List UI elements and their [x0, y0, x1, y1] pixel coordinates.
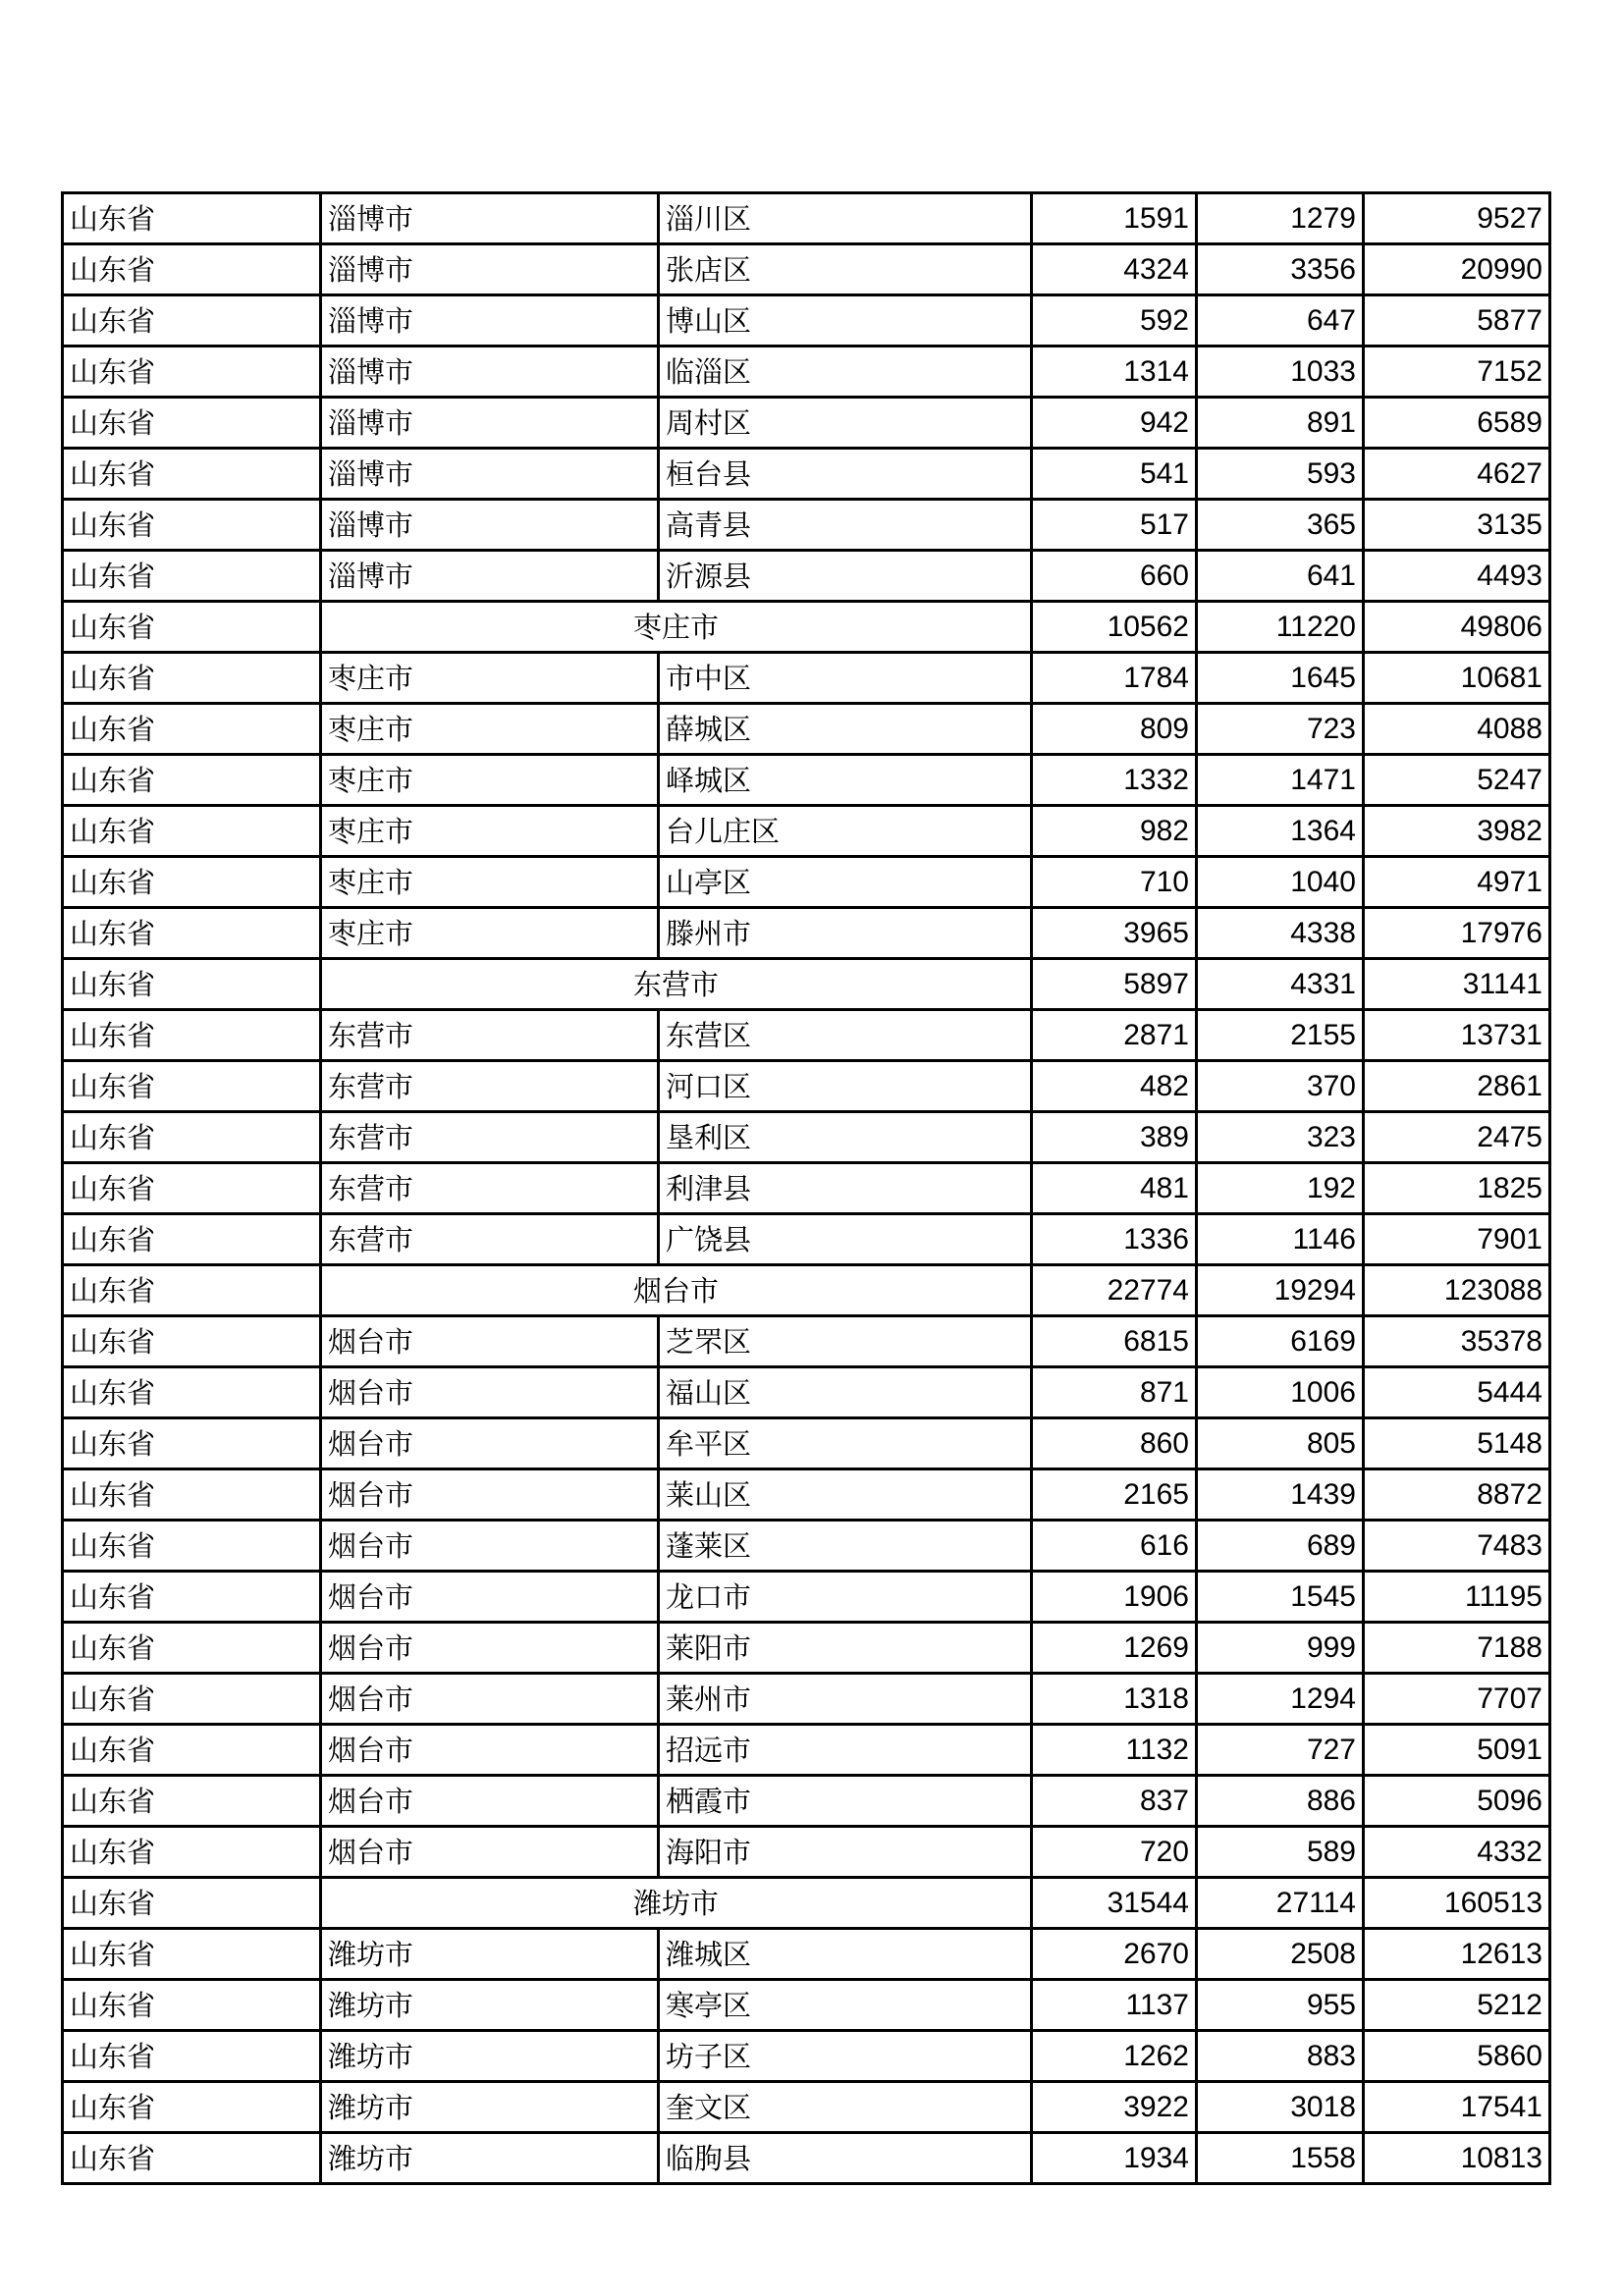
district-cell: 福山区	[659, 1367, 1032, 1418]
value-3-cell: 4971	[1364, 857, 1550, 908]
district-cell: 东营区	[659, 1010, 1032, 1061]
value-3-cell: 31141	[1364, 959, 1550, 1010]
province-cell: 山东省	[63, 1316, 321, 1367]
value-3-cell: 49806	[1364, 602, 1550, 653]
city-cell: 淄博市	[321, 500, 659, 551]
value-1-cell: 6815	[1032, 1316, 1197, 1367]
value-1-cell: 1262	[1032, 2031, 1197, 2082]
province-cell: 山东省	[63, 857, 321, 908]
district-cell: 桓台县	[659, 449, 1032, 500]
table-row	[63, 2031, 1550, 2082]
district-cell: 临朐县	[659, 2133, 1032, 2184]
city-cell: 枣庄市	[321, 806, 659, 857]
district-cell: 台儿庄区	[659, 806, 1032, 857]
value-3-cell: 1825	[1364, 1163, 1550, 1214]
value-2-cell: 323	[1197, 1112, 1364, 1163]
value-1-cell: 482	[1032, 1061, 1197, 1112]
table-row	[63, 1112, 1550, 1163]
value-1-cell: 1137	[1032, 1980, 1197, 2031]
value-3-cell: 3135	[1364, 500, 1550, 551]
city-cell: 烟台市	[321, 1316, 659, 1367]
value-1-cell: 22774	[1032, 1265, 1197, 1316]
province-cell: 山东省	[63, 1623, 321, 1674]
province-cell: 山东省	[63, 1521, 321, 1572]
table-body	[63, 193, 1550, 2184]
value-1-cell: 3965	[1032, 908, 1197, 959]
province-cell: 山东省	[63, 193, 321, 244]
value-2-cell: 11220	[1197, 602, 1364, 653]
value-1-cell: 1314	[1032, 347, 1197, 398]
table-row	[63, 347, 1550, 398]
district-cell: 海阳市	[659, 1827, 1032, 1878]
value-1-cell: 1784	[1032, 653, 1197, 704]
table-row	[63, 1980, 1550, 2031]
value-1-cell: 10562	[1032, 602, 1197, 653]
value-2-cell: 689	[1197, 1521, 1364, 1572]
value-1-cell: 2871	[1032, 1010, 1197, 1061]
value-1-cell: 1591	[1032, 193, 1197, 244]
city-cell: 烟台市	[321, 1521, 659, 1572]
value-2-cell: 3018	[1197, 2082, 1364, 2133]
value-3-cell: 9527	[1364, 193, 1550, 244]
value-3-cell: 123088	[1364, 1265, 1550, 1316]
table-row	[63, 1316, 1550, 1367]
city-cell: 烟台市	[321, 1725, 659, 1776]
city-merged-cell: 烟台市	[321, 1265, 1032, 1316]
city-cell: 烟台市	[321, 1572, 659, 1623]
district-cell: 沂源县	[659, 551, 1032, 602]
value-2-cell: 4331	[1197, 959, 1364, 1010]
value-2-cell: 883	[1197, 2031, 1364, 2082]
value-1-cell: 541	[1032, 449, 1197, 500]
province-cell: 山东省	[63, 1061, 321, 1112]
value-1-cell: 592	[1032, 295, 1197, 347]
value-2-cell: 999	[1197, 1623, 1364, 1674]
district-cell: 牟平区	[659, 1418, 1032, 1469]
value-2-cell: 1033	[1197, 347, 1364, 398]
province-cell: 山东省	[63, 347, 321, 398]
city-cell: 东营市	[321, 1214, 659, 1265]
district-cell: 莱阳市	[659, 1623, 1032, 1674]
value-2-cell: 4338	[1197, 908, 1364, 959]
district-cell: 垦利区	[659, 1112, 1032, 1163]
value-3-cell: 10813	[1364, 2133, 1550, 2184]
table-row	[63, 295, 1550, 347]
value-2-cell: 589	[1197, 1827, 1364, 1878]
table-row	[63, 1469, 1550, 1521]
value-1-cell: 1906	[1032, 1572, 1197, 1623]
value-3-cell: 4627	[1364, 449, 1550, 500]
value-3-cell: 11195	[1364, 1572, 1550, 1623]
table-row	[63, 551, 1550, 602]
province-cell: 山东省	[63, 500, 321, 551]
value-1-cell: 982	[1032, 806, 1197, 857]
city-cell: 东营市	[321, 1010, 659, 1061]
city-cell: 潍坊市	[321, 1980, 659, 2031]
province-cell: 山东省	[63, 653, 321, 704]
value-3-cell: 6589	[1364, 398, 1550, 449]
value-1-cell: 1332	[1032, 755, 1197, 806]
table-row	[63, 653, 1550, 704]
value-2-cell: 723	[1197, 704, 1364, 755]
value-1-cell: 517	[1032, 500, 1197, 551]
city-subtotal-row	[63, 959, 1550, 1010]
value-2-cell: 1545	[1197, 1572, 1364, 1623]
value-1-cell: 4324	[1032, 244, 1197, 295]
district-cell: 峄城区	[659, 755, 1032, 806]
city-cell: 东营市	[321, 1112, 659, 1163]
value-1-cell: 481	[1032, 1163, 1197, 1214]
district-cell: 芝罘区	[659, 1316, 1032, 1367]
value-3-cell: 4493	[1364, 551, 1550, 602]
value-1-cell: 1336	[1032, 1214, 1197, 1265]
city-cell: 淄博市	[321, 193, 659, 244]
value-3-cell: 5096	[1364, 1776, 1550, 1827]
value-2-cell: 1364	[1197, 806, 1364, 857]
table-row	[63, 398, 1550, 449]
province-cell: 山东省	[63, 806, 321, 857]
city-cell: 烟台市	[321, 1827, 659, 1878]
table-row	[63, 1214, 1550, 1265]
city-cell: 烟台市	[321, 1623, 659, 1674]
value-3-cell: 5860	[1364, 2031, 1550, 2082]
province-cell: 山东省	[63, 2031, 321, 2082]
district-cell: 高青县	[659, 500, 1032, 551]
value-2-cell: 1558	[1197, 2133, 1364, 2184]
value-2-cell: 2155	[1197, 1010, 1364, 1061]
province-cell: 山东省	[63, 1776, 321, 1827]
value-3-cell: 5877	[1364, 295, 1550, 347]
value-2-cell: 727	[1197, 1725, 1364, 1776]
district-cell: 招远市	[659, 1725, 1032, 1776]
value-3-cell: 5444	[1364, 1367, 1550, 1418]
value-2-cell: 1279	[1197, 193, 1364, 244]
city-cell: 潍坊市	[321, 2031, 659, 2082]
value-2-cell: 1146	[1197, 1214, 1364, 1265]
province-cell: 山东省	[63, 1929, 321, 1980]
value-3-cell: 17541	[1364, 2082, 1550, 2133]
province-cell: 山东省	[63, 1418, 321, 1469]
value-3-cell: 12613	[1364, 1929, 1550, 1980]
table-row	[63, 1623, 1550, 1674]
district-cell: 莱州市	[659, 1674, 1032, 1725]
district-cell: 张店区	[659, 244, 1032, 295]
city-cell: 枣庄市	[321, 653, 659, 704]
city-cell: 潍坊市	[321, 2082, 659, 2133]
table-row	[63, 193, 1550, 244]
table-row	[63, 1163, 1550, 1214]
province-cell: 山东省	[63, 2133, 321, 2184]
city-cell: 淄博市	[321, 244, 659, 295]
value-3-cell: 2475	[1364, 1112, 1550, 1163]
province-cell: 山东省	[63, 1725, 321, 1776]
table-row	[63, 2082, 1550, 2133]
value-2-cell: 365	[1197, 500, 1364, 551]
table-row	[63, 449, 1550, 500]
province-cell: 山东省	[63, 1980, 321, 2031]
value-3-cell: 7483	[1364, 1521, 1550, 1572]
value-1-cell: 3922	[1032, 2082, 1197, 2133]
district-cell: 坊子区	[659, 2031, 1032, 2082]
value-1-cell: 616	[1032, 1521, 1197, 1572]
district-cell: 山亭区	[659, 857, 1032, 908]
district-cell: 临淄区	[659, 347, 1032, 398]
district-cell: 利津县	[659, 1163, 1032, 1214]
value-2-cell: 805	[1197, 1418, 1364, 1469]
province-cell: 山东省	[63, 244, 321, 295]
table-row	[63, 1010, 1550, 1061]
value-2-cell: 1040	[1197, 857, 1364, 908]
value-2-cell: 1294	[1197, 1674, 1364, 1725]
value-3-cell: 7188	[1364, 1623, 1550, 1674]
value-1-cell: 1132	[1032, 1725, 1197, 1776]
province-cell: 山东省	[63, 959, 321, 1010]
city-subtotal-row	[63, 602, 1550, 653]
city-cell: 枣庄市	[321, 755, 659, 806]
value-2-cell: 370	[1197, 1061, 1364, 1112]
table-row	[63, 1418, 1550, 1469]
value-2-cell: 1471	[1197, 755, 1364, 806]
value-3-cell: 4332	[1364, 1827, 1550, 1878]
table-row	[63, 1776, 1550, 1827]
value-3-cell: 160513	[1364, 1878, 1550, 1929]
table-row	[63, 1061, 1550, 1112]
district-cell: 寒亭区	[659, 1980, 1032, 2031]
province-cell: 山东省	[63, 908, 321, 959]
province-cell: 山东省	[63, 1010, 321, 1061]
value-3-cell: 5212	[1364, 1980, 1550, 2031]
city-cell: 烟台市	[321, 1776, 659, 1827]
district-cell: 龙口市	[659, 1572, 1032, 1623]
district-cell: 市中区	[659, 653, 1032, 704]
value-1-cell: 837	[1032, 1776, 1197, 1827]
city-cell: 东营市	[321, 1061, 659, 1112]
district-cell: 河口区	[659, 1061, 1032, 1112]
city-cell: 淄博市	[321, 295, 659, 347]
value-2-cell: 192	[1197, 1163, 1364, 1214]
value-3-cell: 13731	[1364, 1010, 1550, 1061]
value-3-cell: 4088	[1364, 704, 1550, 755]
value-3-cell: 2861	[1364, 1061, 1550, 1112]
value-2-cell: 27114	[1197, 1878, 1364, 1929]
province-cell: 山东省	[63, 1163, 321, 1214]
value-2-cell: 955	[1197, 1980, 1364, 2031]
value-1-cell: 1318	[1032, 1674, 1197, 1725]
city-cell: 烟台市	[321, 1367, 659, 1418]
city-cell: 枣庄市	[321, 857, 659, 908]
province-cell: 山东省	[63, 449, 321, 500]
city-cell: 枣庄市	[321, 908, 659, 959]
table-row	[63, 755, 1550, 806]
province-cell: 山东省	[63, 602, 321, 653]
city-cell: 潍坊市	[321, 2133, 659, 2184]
city-cell: 东营市	[321, 1163, 659, 1214]
city-subtotal-row	[63, 1878, 1550, 1929]
city-cell: 淄博市	[321, 398, 659, 449]
table-row	[63, 908, 1550, 959]
value-1-cell: 2165	[1032, 1469, 1197, 1521]
table-row	[63, 2133, 1550, 2184]
city-cell: 淄博市	[321, 449, 659, 500]
province-cell: 山东省	[63, 1112, 321, 1163]
value-2-cell: 2508	[1197, 1929, 1364, 1980]
table-row	[63, 1367, 1550, 1418]
province-cell: 山东省	[63, 398, 321, 449]
district-cell: 栖霞市	[659, 1776, 1032, 1827]
district-cell: 薛城区	[659, 704, 1032, 755]
table-row	[63, 1521, 1550, 1572]
value-2-cell: 6169	[1197, 1316, 1364, 1367]
table-row	[63, 1725, 1550, 1776]
value-1-cell: 871	[1032, 1367, 1197, 1418]
value-1-cell: 710	[1032, 857, 1197, 908]
table-row	[63, 500, 1550, 551]
value-1-cell: 1934	[1032, 2133, 1197, 2184]
province-cell: 山东省	[63, 1878, 321, 1929]
value-1-cell: 720	[1032, 1827, 1197, 1878]
value-3-cell: 7901	[1364, 1214, 1550, 1265]
value-2-cell: 19294	[1197, 1265, 1364, 1316]
district-cell: 博山区	[659, 295, 1032, 347]
table-row	[63, 704, 1550, 755]
value-3-cell: 17976	[1364, 908, 1550, 959]
value-1-cell: 2670	[1032, 1929, 1197, 1980]
district-cell: 蓬莱区	[659, 1521, 1032, 1572]
province-cell: 山东省	[63, 551, 321, 602]
city-cell: 烟台市	[321, 1469, 659, 1521]
value-3-cell: 5148	[1364, 1418, 1550, 1469]
value-3-cell: 20990	[1364, 244, 1550, 295]
city-cell: 淄博市	[321, 551, 659, 602]
value-1-cell: 1269	[1032, 1623, 1197, 1674]
value-3-cell: 10681	[1364, 653, 1550, 704]
city-cell: 淄博市	[321, 347, 659, 398]
city-cell: 烟台市	[321, 1674, 659, 1725]
table-row	[63, 1827, 1550, 1878]
city-cell: 潍坊市	[321, 1929, 659, 1980]
statistics-table	[61, 191, 1551, 2185]
city-cell: 烟台市	[321, 1418, 659, 1469]
value-2-cell: 891	[1197, 398, 1364, 449]
table-row	[63, 244, 1550, 295]
province-cell: 山东省	[63, 1214, 321, 1265]
district-cell: 莱山区	[659, 1469, 1032, 1521]
value-1-cell: 389	[1032, 1112, 1197, 1163]
value-1-cell: 660	[1032, 551, 1197, 602]
city-merged-cell: 东营市	[321, 959, 1032, 1010]
value-2-cell: 593	[1197, 449, 1364, 500]
province-cell: 山东省	[63, 1265, 321, 1316]
value-2-cell: 647	[1197, 295, 1364, 347]
value-2-cell: 886	[1197, 1776, 1364, 1827]
city-cell: 枣庄市	[321, 704, 659, 755]
value-3-cell: 5247	[1364, 755, 1550, 806]
value-3-cell: 7152	[1364, 347, 1550, 398]
table-row	[63, 1674, 1550, 1725]
province-cell: 山东省	[63, 1572, 321, 1623]
value-1-cell: 31544	[1032, 1878, 1197, 1929]
table-row	[63, 1572, 1550, 1623]
value-2-cell: 641	[1197, 551, 1364, 602]
province-cell: 山东省	[63, 2082, 321, 2133]
value-2-cell: 3356	[1197, 244, 1364, 295]
district-cell: 淄川区	[659, 193, 1032, 244]
province-cell: 山东省	[63, 1367, 321, 1418]
city-merged-cell: 潍坊市	[321, 1878, 1032, 1929]
province-cell: 山东省	[63, 1674, 321, 1725]
value-1-cell: 860	[1032, 1418, 1197, 1469]
value-3-cell: 5091	[1364, 1725, 1550, 1776]
province-cell: 山东省	[63, 704, 321, 755]
value-3-cell: 7707	[1364, 1674, 1550, 1725]
value-3-cell: 35378	[1364, 1316, 1550, 1367]
province-cell: 山东省	[63, 1469, 321, 1521]
province-cell: 山东省	[63, 295, 321, 347]
table-row	[63, 806, 1550, 857]
district-cell: 周村区	[659, 398, 1032, 449]
province-cell: 山东省	[63, 1827, 321, 1878]
district-cell: 奎文区	[659, 2082, 1032, 2133]
value-2-cell: 1439	[1197, 1469, 1364, 1521]
city-subtotal-row	[63, 1265, 1550, 1316]
value-2-cell: 1645	[1197, 653, 1364, 704]
district-cell: 广饶县	[659, 1214, 1032, 1265]
value-1-cell: 5897	[1032, 959, 1197, 1010]
province-cell: 山东省	[63, 755, 321, 806]
table-row	[63, 857, 1550, 908]
table-row	[63, 1929, 1550, 1980]
value-3-cell: 3982	[1364, 806, 1550, 857]
city-merged-cell: 枣庄市	[321, 602, 1032, 653]
value-1-cell: 942	[1032, 398, 1197, 449]
value-1-cell: 809	[1032, 704, 1197, 755]
value-2-cell: 1006	[1197, 1367, 1364, 1418]
district-cell: 潍城区	[659, 1929, 1032, 1980]
district-cell: 滕州市	[659, 908, 1032, 959]
value-3-cell: 8872	[1364, 1469, 1550, 1521]
